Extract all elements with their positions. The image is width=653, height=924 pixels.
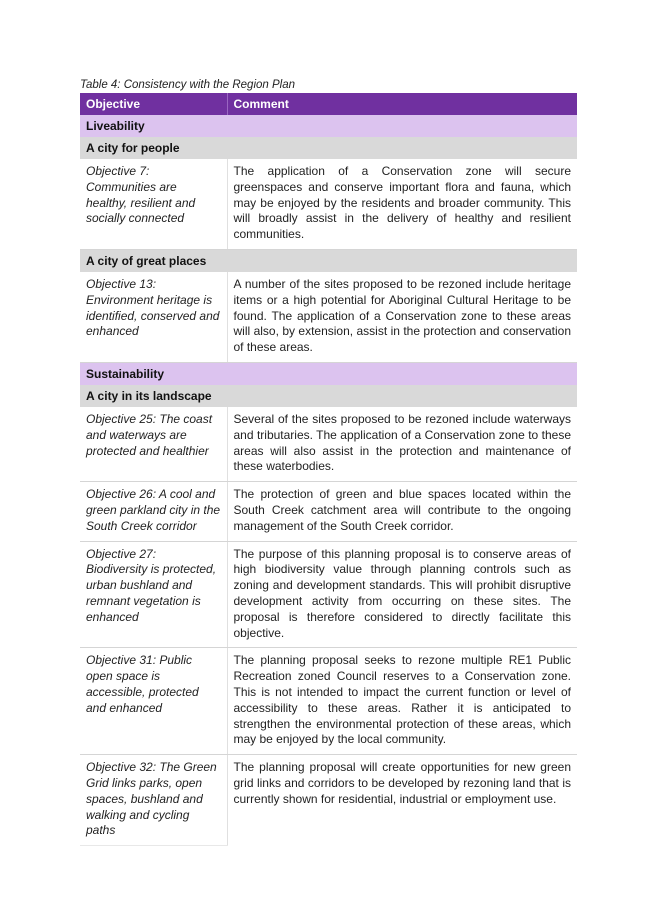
table-row [80, 755, 577, 846]
section-title: Sustainability [80, 362, 577, 385]
objective-cell: Objective 31: Public open space is accessible, protected and enhanced [80, 648, 227, 755]
objective-cell: Objective 25: The coast and waterways are protected and healthier [80, 407, 227, 482]
table-row [80, 272, 577, 362]
objective-cell: Objective 7: Communities are healthy, resilient and socially connected [80, 159, 227, 249]
consistency-table [80, 93, 577, 846]
group-title: A city for people [80, 137, 577, 159]
table-row [80, 482, 577, 541]
objective-cell: Objective 26: A cool and green parkland city in the South Creek corridor [80, 482, 227, 541]
table-row [80, 159, 577, 249]
group-title: A city of great places [80, 249, 577, 272]
section-row [80, 362, 577, 385]
comment-cell: Several of the sites proposed to be rezoned include waterways and tributaries. The application of a Conservation zone to these areas will also assist in the protection and maintenance of these waterbodies. [227, 407, 577, 482]
comment-cell: The planning proposal will create opportunities for new green grid links and corridors to be developed by rezoning land that is currently shown for residential, industrial or employment use. [233, 760, 571, 806]
table-row [80, 541, 577, 648]
group-row [80, 249, 577, 272]
group-title: A city in its landscape [80, 385, 577, 407]
comment-cell: A number of the sites proposed to be rezoned include heritage items or a high potential for Aboriginal Cultural Heritage to be found. The application of a Conservation zone to these areas will also, by extension, assist in the protection and conservation of these areas. [227, 272, 577, 362]
table-caption: Table 4: Consistency with the Region Plan [80, 79, 296, 91]
table-row [80, 407, 577, 482]
objective-cell: Objective 13: Environment heritage is identified, conserved and enhanced [80, 272, 227, 362]
group-row [80, 385, 577, 407]
comment-cell: The protection of green and blue spaces located within the South Creek catchment area will contribute to the ongoing management of the South Creek corridor. [227, 482, 577, 541]
table-row [80, 648, 577, 755]
objective-cell: Objective 32: The Green Grid links parks, open spaces, bushland and walking and cycling paths [80, 755, 227, 846]
comment-cell: The planning proposal seeks to rezone multiple RE1 Public Recreation zoned Council reserves to a Conservation zone. This is not intended to impact the current function or level of accessibility to these areas. Rather it is anticipated to strengthen the environmental protection of these areas, which may be enjoyed by the local community. [227, 648, 577, 755]
section-title: Liveability [80, 115, 577, 137]
objective-cell: Objective 27: Biodiversity is protected, urban bushland and remnant vegetation is enhanced [80, 541, 227, 648]
table-header-row [80, 93, 577, 115]
header-objective: Objective [80, 93, 227, 115]
section-row [80, 115, 577, 137]
header-comment: Comment [227, 93, 577, 115]
group-row [80, 137, 577, 159]
comment-cell: The purpose of this planning proposal is to conserve areas of high biodiversity value through planning controls such as zoning and development standards. This will prohibit disruptive development activity from occurring on these sites. The proposal is therefore considered to directly facilitate this objective. [227, 541, 577, 648]
comment-cell: The application of a Conservation zone will secure greenspaces and conserve important flora and fauna, which may be enjoyed by the residents and broader community. This will broadly assist in the delivery of healthy and resilient communities. [227, 159, 577, 249]
